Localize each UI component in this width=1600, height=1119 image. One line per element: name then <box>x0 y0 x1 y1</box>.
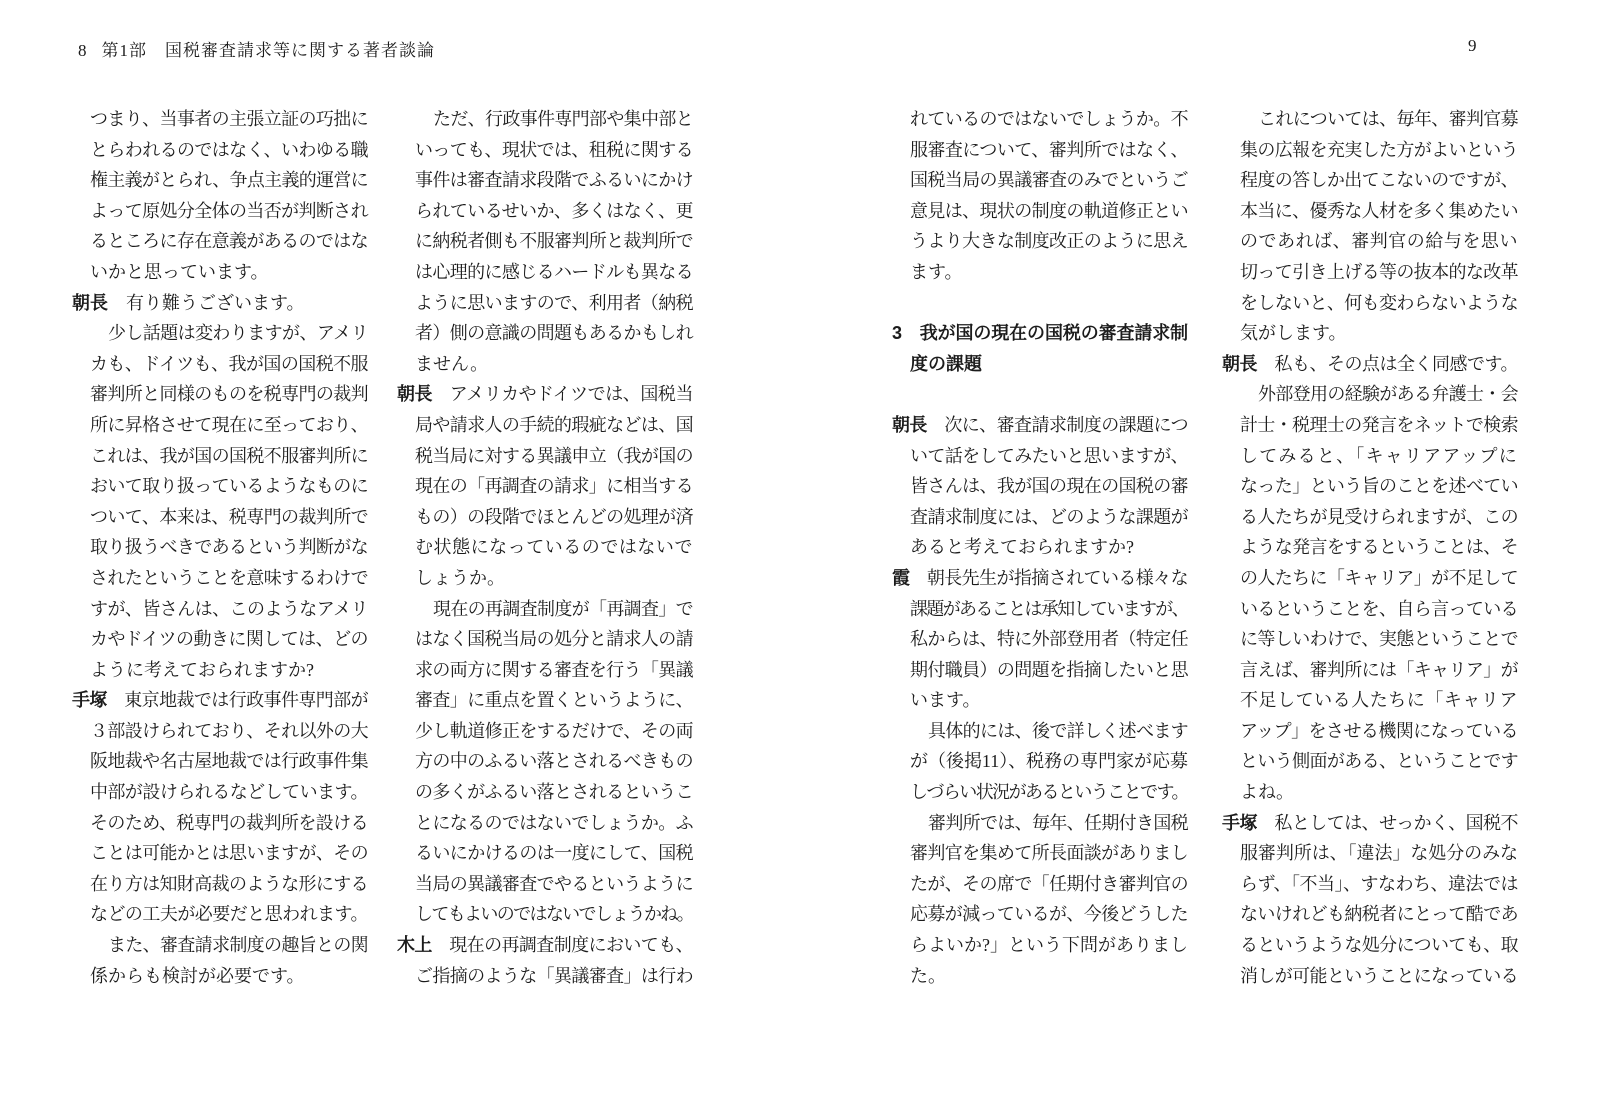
text-line: ことは可能かとは思いますが、その <box>90 843 368 864</box>
text-line: 応募が減っているが、今後どうした <box>910 904 1188 925</box>
text-line: 所に昇格させて現在に至っており、 <box>90 414 368 435</box>
text-line: ように考えておられますか? <box>90 659 314 680</box>
text-line: という側面がある、ということです <box>1240 751 1518 772</box>
text-line: 集の広報を充実した方がよいという <box>1240 139 1518 160</box>
speaker-name: 木上 <box>397 935 450 956</box>
speaker-line: 朝長 次に、審査請求制度の課題につ <box>892 414 1189 435</box>
text-line: 具体的には、後で詳しく述べます <box>928 720 1188 741</box>
text-line: る人たちが見受けられますが、この <box>1240 506 1518 527</box>
text-line: 審判所では、毎年、任期付き国税 <box>928 812 1188 833</box>
text-line: しょうか。 <box>415 567 505 588</box>
text-line: ような発言をするということは、そ <box>1240 537 1518 558</box>
text-line: 方の中のふるい落とされるべきもの <box>415 751 693 772</box>
text-line: 阪地裁や名古屋地裁では行政事件集 <box>90 751 368 772</box>
heading-line: 度の課題 <box>910 353 982 374</box>
speaker-name: 手塚 <box>72 690 125 711</box>
text-line: しづらい状況があるということです。 <box>910 782 1188 803</box>
speaker-name: 朝長 <box>892 414 945 435</box>
text-line: カも、ドイツも、我が国の国税不服 <box>90 353 368 374</box>
text-line: おいて取り扱っているようなものに <box>90 476 368 497</box>
text-line: 程度の答しか出てこないのですが、 <box>1240 170 1518 191</box>
text-line: に等しいわけで、実態ということで <box>1240 629 1518 650</box>
text-line: 外部登用の経験がある弁護士・会 <box>1258 384 1518 405</box>
text-line: ます。 <box>910 261 963 282</box>
text-line: ご指摘のような「異議審査」は行わ <box>415 965 693 986</box>
text-line: してもよいのではないでしょうかね。 <box>415 904 693 925</box>
speaker-line: 朝長 アメリカやドイツでは、国税当 <box>397 384 694 405</box>
text-line: 局や請求人の手続的瑕疵などは、国 <box>415 414 693 435</box>
text-line: されたということを意味するわけで <box>90 567 368 588</box>
text-line: らず、「不当」、すなわち、違法では <box>1240 873 1518 894</box>
speaker-line: 朝長 有り難うございます。 <box>72 292 305 313</box>
text-line: 服審判所は、「違法」な処分のみな <box>1240 843 1518 864</box>
text-line: らよいか?」という下問がありまし <box>910 935 1188 956</box>
text-line: などの工夫が必要だと思われます。 <box>90 904 368 925</box>
text-line: た。 <box>910 965 946 986</box>
text-line: とらわれるのではなく、いわゆる職 <box>90 139 368 160</box>
running-head-right <box>1468 36 1478 56</box>
text-line: 少し軌道修正をするだけで、その両 <box>415 720 693 741</box>
speaker-name: 霞 <box>892 567 927 588</box>
text-line: ません。 <box>415 353 489 374</box>
text-line: いるということを、自ら言っている <box>1240 598 1518 619</box>
text-line: のであれば、審判官の給与を思い <box>1240 231 1518 252</box>
text-line: ただ、行政事件専門部や集中部と <box>433 109 693 129</box>
text-line: が（後掲11）、税務の専門家が応募 <box>910 751 1188 772</box>
blank-line <box>892 379 1188 410</box>
text-line: あると考えておられますか? <box>910 537 1134 558</box>
speaker-line: 朝長 私も、その点は全く同感です。 <box>1222 353 1519 374</box>
text-line: 計士・税理士の発言をネットで検索 <box>1240 414 1518 435</box>
speaker-line: 手塚 東京地裁では行政事件専門部が <box>72 690 369 711</box>
speaker-line: 霞 朝長先生が指摘されている様々な <box>892 567 1189 588</box>
text-line: るところに存在意義があるのではな <box>90 231 368 252</box>
text-line: 消しが可能ということになっている <box>1240 965 1518 986</box>
text-line: 意見は、現状の制度の軌道修正とい <box>910 200 1188 221</box>
text-line: よね。 <box>1240 782 1294 803</box>
text-line: うより大きな制度改正のように思え <box>910 231 1188 252</box>
text-line: るいにかけるのは一度にして、国税 <box>415 843 693 864</box>
text-line: いっても、現状では、租税に関する <box>415 139 693 160</box>
text-line: 審判所と同様のものを税専門の裁判 <box>90 384 368 405</box>
text-line: 少し話題は変わりますが、アメリ <box>108 323 368 344</box>
text-line: るというような処分についても、取 <box>1240 935 1518 956</box>
text-line: 当局の異議審査でやるというように <box>415 873 693 894</box>
text-line: なった」という旨のことを述べてい <box>1240 476 1518 497</box>
text-column-4 <box>1222 104 1518 991</box>
text-line: 言えば、審判所には「キャリア」が <box>1240 659 1518 680</box>
text-column-1 <box>72 104 368 991</box>
page-number-left: 8 <box>78 41 88 60</box>
page-right <box>800 0 1600 1119</box>
text-line: 取り扱うべきであるという判断がな <box>90 537 368 558</box>
text-line: 係からも検討が必要です。 <box>90 965 305 986</box>
section-title: 第1部 国税審査請求等に関する著者談論 <box>101 41 435 60</box>
text-line: の人たちに「キャリア」が不足して <box>1240 567 1518 588</box>
text-line: いかと思っています。 <box>90 261 269 282</box>
text-line: これについては、毎年、審判官募 <box>1258 109 1518 129</box>
text-line: います。 <box>910 690 981 711</box>
heading-line: 3 我が国の現在の国税の審査請求制 <box>892 323 1188 344</box>
text-line: 事件は審査請求段階でふるいにかけ <box>415 170 693 191</box>
blank-line <box>892 288 1188 319</box>
text-line: これは、我が国の国税不服審判所に <box>90 445 368 466</box>
text-line: 課題があることは承知していますが、 <box>910 598 1188 619</box>
text-line: 期付職員）の問題を指摘したいと思 <box>910 659 1188 680</box>
text-line: アップ」をさせる機関になっている <box>1240 720 1518 741</box>
text-line: 求の両方に関する審査を行う「異議 <box>415 659 693 680</box>
text-line: 切って引き上げる等の抜本的な改革 <box>1240 261 1518 282</box>
text-line: カやドイツの動きに関しては、どの <box>90 629 368 650</box>
text-line: をしないと、何も変わらないような <box>1240 292 1518 313</box>
text-line: ３部設けられており、それ以外の大 <box>90 720 368 741</box>
speaker-line: 手塚 私としては、せっかく、国税不 <box>1222 812 1519 833</box>
text-line: は心理的に感じるハードルも異なる <box>415 261 693 282</box>
text-line: 現在の再調査制度が「再調査」で <box>433 598 693 619</box>
text-line: ように思いますので、利用者（納税 <box>415 292 693 313</box>
text-line: 不足している人たちに「キャリア <box>1240 690 1518 711</box>
text-line: 現在の「再調査の請求」に相当する <box>415 476 693 497</box>
text-line: 権主義がとられ、争点主義的運営に <box>90 170 368 191</box>
text-line: の多くがふるい落とされるというこ <box>415 782 693 803</box>
text-line: よって原処分全体の当否が判断され <box>90 200 368 221</box>
running-head-left <box>78 36 435 61</box>
text-line: 皆さんは、我が国の現在の国税の審 <box>910 476 1188 497</box>
text-line: いて話をしてみたいと思いますが、 <box>910 445 1188 466</box>
text-line: つまり、当事者の主張立証の巧拙に <box>90 109 368 129</box>
speaker-name: 朝長 <box>397 384 450 405</box>
text-line: 服審査について、審判所ではなく、 <box>910 139 1188 160</box>
text-line: 本当に、優秀な人材を多く集めたい <box>1240 200 1518 221</box>
speaker-name: 朝長 <box>1222 353 1275 374</box>
text-line: 気がします。 <box>1240 323 1347 344</box>
text-line: 者）側の意識の問題もあるかもしれ <box>415 323 693 344</box>
text-line: もの）の段階でほとんどの処理が済 <box>415 506 693 527</box>
text-line: 在り方は知財高裁のような形にする <box>90 873 368 894</box>
speaker-name: 手塚 <box>1222 812 1275 833</box>
text-column-2 <box>397 104 693 991</box>
text-column-3 <box>892 104 1188 991</box>
text-line: たが、その席で「任期付き審判官の <box>910 873 1188 894</box>
text-line: れているのではないでしょうか。不 <box>910 109 1188 129</box>
text-line: 私からは、特に外部登用者（特定任 <box>910 629 1188 650</box>
text-line: 中部が設けられるなどしています。 <box>90 782 368 803</box>
text-line: 審判官を集めて所長面談がありまし <box>910 843 1188 864</box>
text-line: とになるのではないでしょうか。ふ <box>415 812 693 833</box>
text-line: はなく国税当局の処分と請求人の請 <box>415 629 693 650</box>
text-line: 国税当局の異議審査のみでというご <box>910 170 1188 191</box>
text-line: ついて、本来は、税専門の裁判所で <box>90 506 368 527</box>
speaker-line: 木上 現在の再調査制度においても、 <box>397 935 694 956</box>
text-line: む状態になっているのではないで <box>415 537 693 558</box>
text-line: 税当局に対する異議申立（我が国の <box>415 445 693 466</box>
text-line: に納税者側も不服審判所と裁判所で <box>415 231 693 252</box>
text-line: してみると、「キャリアアップに <box>1240 445 1518 466</box>
text-line: そのため、税専門の裁判所を設ける <box>90 812 368 833</box>
text-line: すが、皆さんは、このようなアメリ <box>90 598 368 619</box>
text-line: また、審査請求制度の趣旨との関 <box>108 935 368 956</box>
text-line: 審査」に重点を置くというように、 <box>415 690 693 711</box>
text-line: 査請求制度には、どのような課題が <box>910 506 1188 527</box>
page-number-right: 9 <box>1468 36 1478 55</box>
speaker-name: 朝長 <box>72 292 126 313</box>
text-line: られているせいか、多くはなく、更 <box>415 200 693 221</box>
text-line: ないけれども納税者にとって酷であ <box>1240 904 1518 925</box>
